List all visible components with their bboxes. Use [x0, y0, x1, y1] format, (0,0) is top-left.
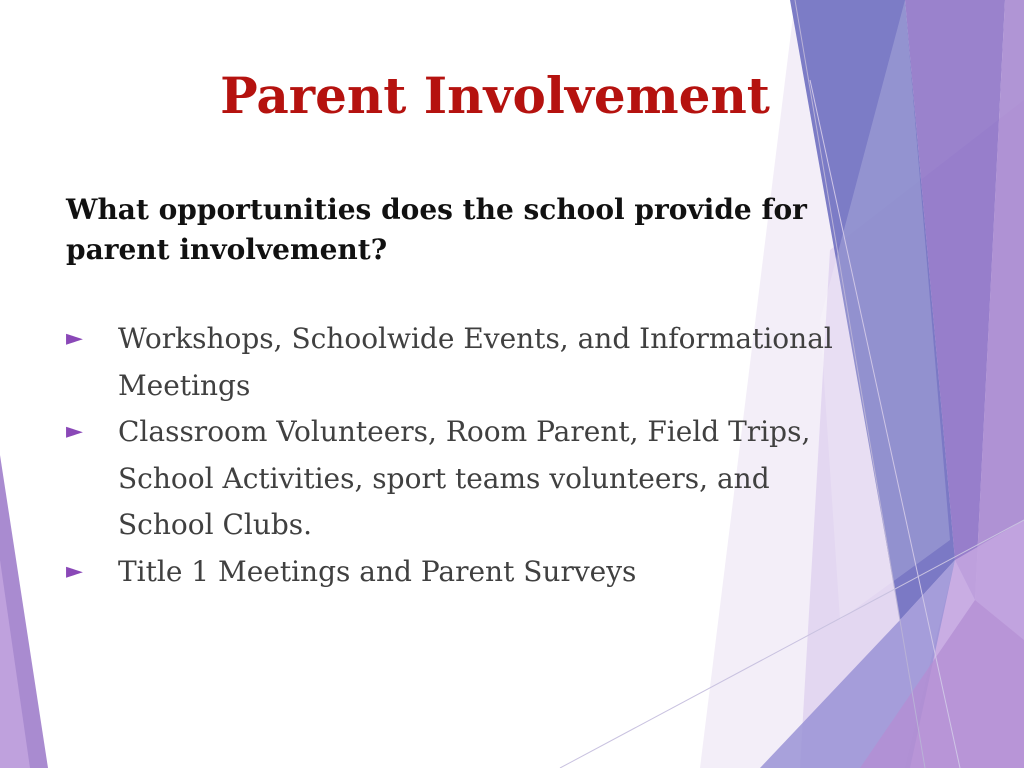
- bullet-list: [66, 316, 846, 595]
- bullet-item: [66, 409, 846, 549]
- bullet-text: Workshops, Schoolwide Events, and Informational Meetings: [118, 322, 833, 402]
- right-pointer-icon: ►: [66, 558, 83, 584]
- bullet-item: [66, 549, 846, 596]
- bullet-item: [66, 316, 846, 409]
- right-pointer-icon: ►: [66, 326, 83, 351]
- bullet-text: Classroom Volunteers, Room Parent, Field Trips, School Activities, sport teams volunteers, and School Clubs.: [118, 415, 811, 541]
- right-pointer-icon: ►: [66, 419, 83, 444]
- bullet-text: Title 1 Meetings and Parent Surveys: [118, 554, 637, 588]
- slide-title: Parent Involvement: [220, 66, 770, 125]
- question-text: What opportunities does the school provide for parent involvement?: [66, 193, 807, 266]
